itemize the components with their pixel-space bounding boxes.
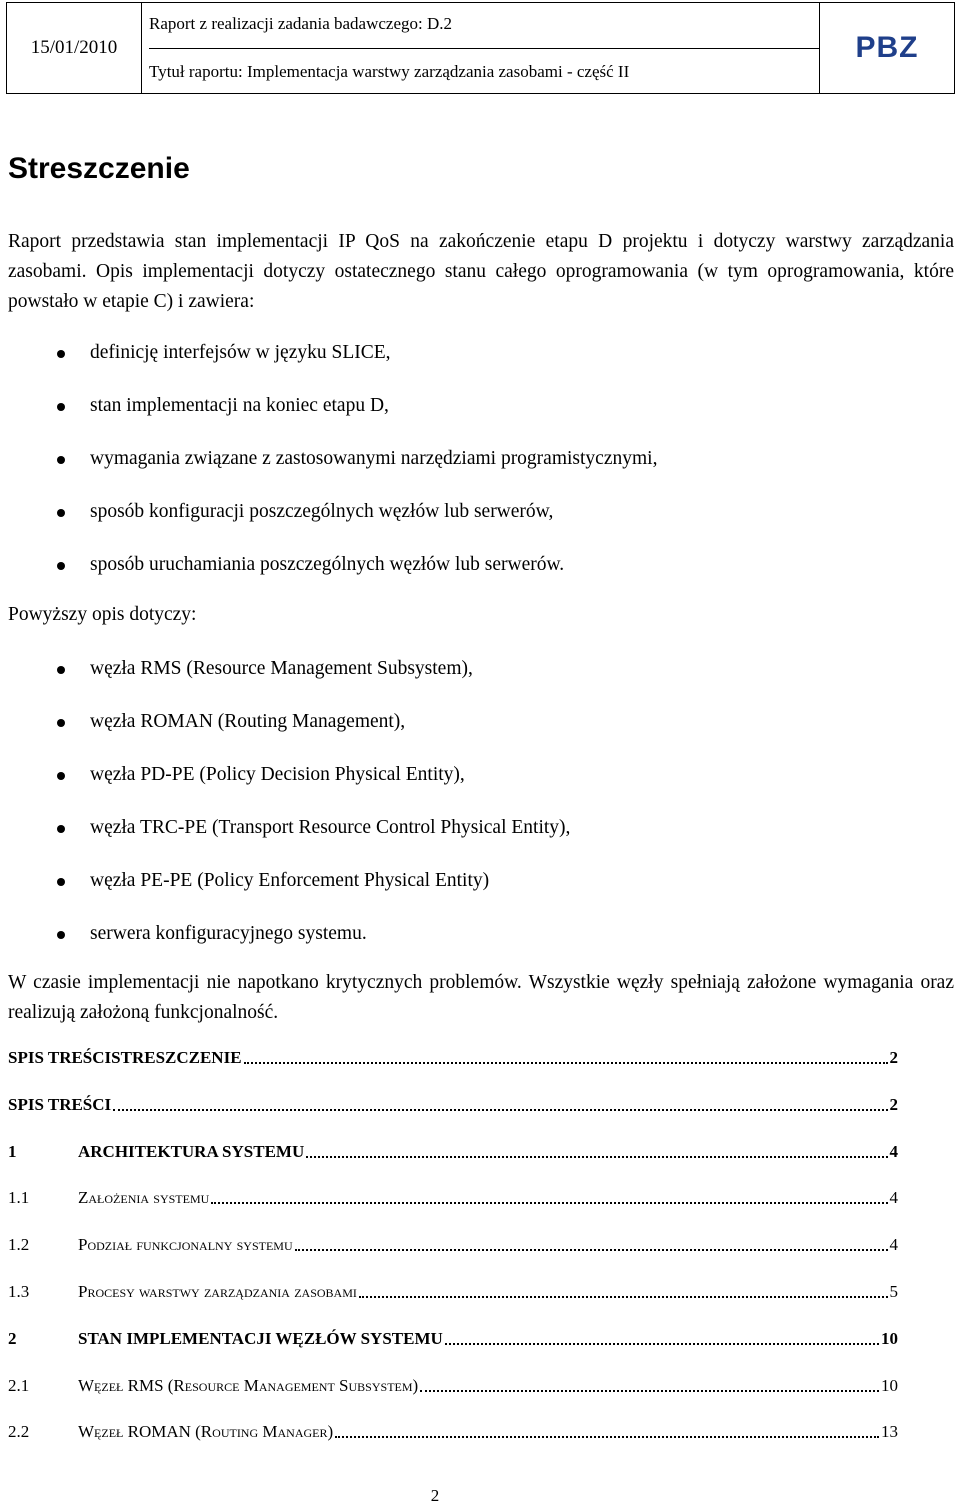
toc-entry[interactable] — [8, 1142, 898, 1189]
page-number: 2 — [430, 1486, 440, 1505]
list-item: węzła PD-PE (Policy Decision Physical Entity), — [0, 762, 570, 815]
list2-intro: Powyższy opis dotyczy: — [8, 604, 197, 625]
toc-leader-dots — [359, 1282, 888, 1298]
toc-entry-title: SPIS TREŚCISTRESZCZENIE — [8, 1048, 242, 1067]
toc-entry-page: 13 — [881, 1422, 898, 1442]
summary-intro: Raport przedstawia stan implementacji IP QoS na zakończenie etapu D projektu i dotyczy warstwy zarządzania zasobami. Opis implementacji dotyczy ostatecznego stanu całego oprogramowania (w tym oprogramowania, które powstało w etapie C) i zawiera: — [8, 231, 954, 312]
toc-entry-title: Węzeł RMS (Resource Management Subsystem) — [78, 1375, 419, 1395]
list-item: sposób konfiguracji poszczególnych węzłów lub serwerów, — [0, 499, 657, 552]
toc-entry[interactable] — [8, 1329, 898, 1376]
toc-leader-dots — [420, 1376, 879, 1392]
list-item: węzła TRC-PE (Transport Resource Control Physical Entity), — [0, 815, 570, 868]
toc-entry-number: 1.2 — [8, 1235, 30, 1255]
toc-entry-title: STAN IMPLEMENTACJI WĘZŁÓW SYSTEMU — [78, 1328, 443, 1348]
list-item: serwera konfiguracyjnego systemu. — [0, 921, 570, 974]
header-title-line: Tytuł raportu: Implementacja warstwy zarządzania zasobami - część II — [149, 61, 630, 81]
summary-heading: Streszczenie — [8, 152, 190, 185]
toc-entry-page: 10 — [881, 1328, 898, 1348]
list-item: węzła ROMAN (Routing Management), — [0, 709, 570, 762]
toc-entry-number: 2.2 — [8, 1422, 30, 1442]
list-item: sposób uruchamiania poszczególnych węzłów lub serwerów. — [0, 552, 657, 605]
toc-entry-title: Węzeł ROMAN (Routing Manager) — [78, 1422, 334, 1442]
toc-entry[interactable] — [8, 1048, 898, 1095]
toc-entry-number: 2 — [8, 1328, 17, 1348]
toc-entry-title: SPIS TREŚCI — [8, 1094, 112, 1114]
header-titles — [142, 3, 820, 94]
toc-leader-dots — [244, 1048, 888, 1064]
toc-leader-dots — [306, 1142, 887, 1158]
toc-leader-dots — [295, 1235, 888, 1251]
toc-entry-title: Podział funkcjonalny systemu — [78, 1235, 293, 1255]
list-item: wymagania związane z zastosowanymi narzędziami programistycznymi, — [0, 446, 657, 499]
pbz-logo: PBZ — [820, 3, 955, 94]
toc-entry-title: ARCHITEKTURA SYSTEMU — [78, 1141, 305, 1161]
toc-entry-page: 2 — [889, 1048, 898, 1067]
toc-entry-page: 5 — [889, 1281, 898, 1301]
scope-list — [0, 340, 657, 605]
summary-conclusion: W czasie implementacji nie napotkano krytycznych problemów. Wszystkie węzły spełniają założone wymagania oraz realizują założoną funkcjonalność. — [8, 972, 954, 1023]
toc-entry[interactable] — [8, 1095, 898, 1142]
toc-entry[interactable] — [8, 1188, 898, 1235]
toc-entry-number: 1.1 — [8, 1188, 30, 1208]
toc-entry[interactable] — [8, 1376, 898, 1423]
toc-leader-dots — [335, 1422, 879, 1438]
toc-entry-title: Procesy warstwy zarządzania zasobami — [78, 1281, 357, 1301]
toc-entry-number: 1.3 — [8, 1281, 30, 1301]
list-item: węzła RMS (Resource Management Subsystem), — [0, 656, 570, 709]
toc-entry-page: 4 — [889, 1141, 898, 1161]
header-date: 15/01/2010 — [7, 3, 142, 94]
toc-entry-page: 4 — [889, 1188, 898, 1208]
list-item: definicję interfejsów w języku SLICE, — [0, 340, 657, 393]
toc-entry-title: Założenia systemu — [78, 1188, 210, 1208]
nodes-list — [0, 656, 570, 974]
table-of-contents — [8, 1048, 898, 1469]
list-item: węzła PE-PE (Policy Enforcement Physical Entity) — [0, 868, 570, 921]
toc-entry-number: 1 — [8, 1141, 17, 1161]
toc-entry-page: 4 — [889, 1235, 898, 1255]
toc-entry-number: 2.1 — [8, 1375, 30, 1395]
toc-entry-page: 2 — [889, 1094, 898, 1114]
header-report-line: Raport z realizacji zadania badawczego: D.2 — [149, 4, 819, 49]
toc-leader-dots — [445, 1329, 879, 1345]
toc-entry-page: 10 — [881, 1375, 898, 1395]
toc-entry[interactable] — [8, 1235, 898, 1282]
toc-leader-dots — [113, 1095, 887, 1111]
toc-entry[interactable] — [8, 1282, 898, 1329]
page-header — [6, 2, 955, 94]
toc-entry[interactable] — [8, 1422, 898, 1469]
list-item: stan implementacji na koniec etapu D, — [0, 393, 657, 446]
toc-leader-dots — [211, 1188, 887, 1204]
